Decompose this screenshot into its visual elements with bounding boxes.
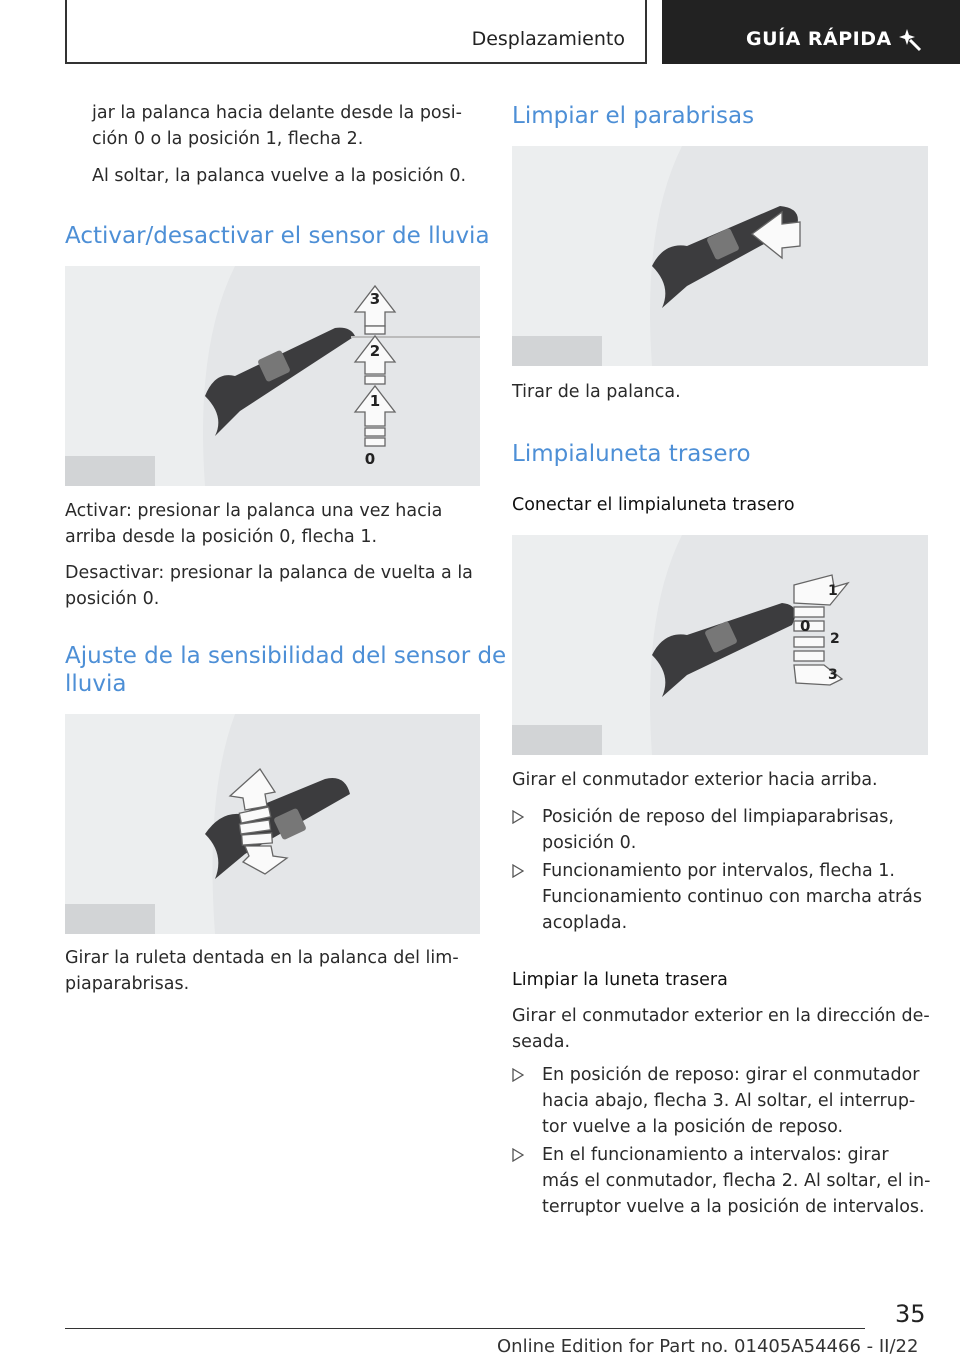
footer-divider xyxy=(65,1328,865,1329)
bullet-line: hacia abajo, flecha 3. Al soltar, el interrup- xyxy=(542,1091,916,1111)
fig-label-0: 0 xyxy=(800,617,811,635)
windshield-text: Tirar de la palanca. xyxy=(512,382,681,402)
quick-guide-label: GUÍA RÁPIDA xyxy=(746,28,892,50)
connect-text: Girar el conmutador exterior hacia arriba. xyxy=(512,770,878,790)
rear-wiper-figure xyxy=(512,535,928,755)
windshield-figure xyxy=(512,146,928,366)
bullet-triangle-icon xyxy=(512,1068,524,1082)
wiper-stalk-pull-illustration xyxy=(512,146,928,366)
bullet-triangle-icon xyxy=(512,810,524,824)
deactivate-line-2: posición 0. xyxy=(65,589,160,609)
intro-line-1: jar la palanca hacia delante desde la posi- xyxy=(92,103,462,123)
activate-line-2: arriba desde la posición 0, flecha 1. xyxy=(65,527,378,547)
clean-text-line-1: Girar el conmutador exterior en la dirección de- xyxy=(512,1006,930,1026)
bullet-line: Funcionamiento por intervalos, flecha 1. xyxy=(542,861,895,881)
fig-label-2: 2 xyxy=(369,342,381,360)
rear-wiper-heading: Limpialuneta trasero xyxy=(512,441,751,467)
bullet-line: más el conmutador, flecha 2. Al soltar, el in- xyxy=(542,1171,931,1191)
rain-sensor-figure xyxy=(65,266,480,486)
list-item xyxy=(512,804,928,856)
fig-label-1: 1 xyxy=(369,392,381,410)
list-item xyxy=(512,1142,931,1220)
bullet-line: posición 0. xyxy=(542,833,637,853)
intro-line-2: ción 0 o la posición 1, flecha 2. xyxy=(92,129,364,149)
bullet-line: En el funcionamiento a intervalos: girar xyxy=(542,1145,889,1165)
rain-sensor-heading: Activar/desactivar el sensor de lluvia xyxy=(65,223,490,249)
bullet-line: Funcionamiento continuo con marcha atrás xyxy=(542,887,922,907)
header-section-box xyxy=(65,0,647,64)
list-item xyxy=(512,858,928,936)
intro-line-3: Al soltar, la palanca vuelve a la posición 0. xyxy=(92,166,467,186)
fig-label-2: 2 xyxy=(830,631,840,647)
bullet-line: Posición de reposo del limpiaparabrisas, xyxy=(542,807,894,827)
header-section-title: Desplazamiento xyxy=(471,28,625,50)
quick-guide-tab[interactable] xyxy=(662,0,960,64)
bullet-line: terruptor vuelve a la posición de intervalos. xyxy=(542,1197,925,1217)
wiper-stalk-rotate-illustration xyxy=(512,535,928,755)
fig-label-0: 0 xyxy=(364,450,376,468)
bullet-triangle-icon xyxy=(512,864,524,878)
sensitivity-text-line-2: piaparabrisas. xyxy=(65,974,190,994)
sparkle-icon xyxy=(898,26,924,52)
sensitivity-figure xyxy=(65,714,480,934)
fig-label-1: 1 xyxy=(828,583,838,599)
fig-label-3: 3 xyxy=(828,667,838,683)
clean-rear-window-subheading: Limpiar la luneta trasera xyxy=(512,970,728,990)
wiper-stalk-wheel-illustration xyxy=(65,714,480,934)
bullet-line: tor vuelve a la posición de reposo. xyxy=(542,1117,844,1137)
sensitivity-text-line-1: Girar la ruleta dentada en la palanca del lim- xyxy=(65,948,459,968)
deactivate-line-1: Desactivar: presionar la palanca de vuelta a la xyxy=(65,563,473,583)
bullet-line: acoplada. xyxy=(542,913,628,933)
activate-line-1: Activar: presionar la palanca una vez hacia xyxy=(65,501,443,521)
sensitivity-heading-line-1: Ajuste de la sensibilidad del sensor de xyxy=(65,643,507,669)
wiper-stalk-push-illustration xyxy=(65,266,480,486)
fig-label-3: 3 xyxy=(369,290,381,308)
sensitivity-heading-line-2: lluvia xyxy=(65,671,127,697)
list-item xyxy=(512,1062,928,1140)
windshield-heading: Limpiar el parabrisas xyxy=(512,103,755,129)
edition-footer: Online Edition for Part no. 01405A54466 - II/22 xyxy=(497,1336,919,1357)
page-number: 35 xyxy=(895,1300,926,1328)
bullet-triangle-icon xyxy=(512,1148,524,1162)
connect-rear-wiper-subheading: Conectar el limpialuneta trasero xyxy=(512,495,795,515)
bullet-line: En posición de reposo: girar el conmutador xyxy=(542,1065,920,1085)
clean-text-line-2: seada. xyxy=(512,1032,571,1052)
